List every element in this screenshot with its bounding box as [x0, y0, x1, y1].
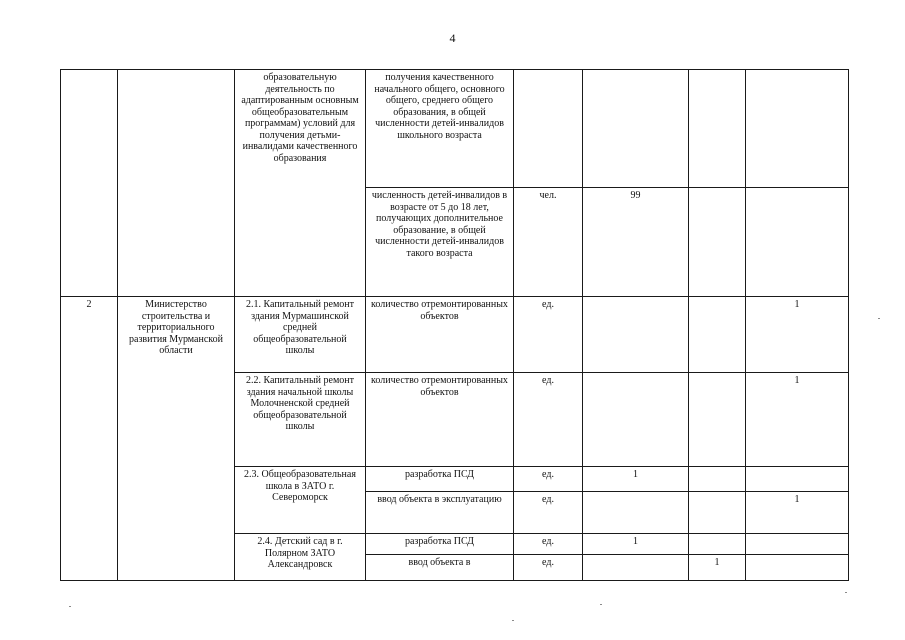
table-row	[61, 70, 849, 188]
value-cell: 99	[583, 188, 689, 297]
value-cell	[583, 70, 689, 188]
table-row	[61, 297, 849, 373]
indicator-cell: разработка ПСД	[366, 534, 514, 555]
unit-cell: ед.	[514, 467, 583, 492]
value-cell: 1	[746, 373, 849, 467]
value-cell: 1	[583, 534, 689, 555]
value-cell	[583, 373, 689, 467]
indicator-cell: количество отремонтированных объектов	[366, 297, 514, 373]
value-cell	[689, 188, 746, 297]
executor-cell	[118, 70, 235, 297]
unit-cell: ед.	[514, 492, 583, 534]
value-cell: 1	[583, 467, 689, 492]
measure-cell: 2.3. Общеобразовательная школа в ЗАТО г. Североморск	[235, 467, 366, 534]
executor-cell: Министерство строительства и территориального развития Мурманской области	[118, 297, 235, 581]
indicator-cell: ввод объекта в	[366, 555, 514, 581]
value-cell	[583, 297, 689, 373]
page-number: 4	[449, 31, 456, 45]
value-cell: 1	[689, 555, 746, 581]
scan-speck	[878, 318, 880, 319]
measure-cell: 2.1. Капитальный ремонт здания Мурмашинской средней общеобразовательной школы	[235, 297, 366, 373]
value-cell	[746, 70, 849, 188]
indicator-cell: получения качественного начального общего, основного общего, среднего общего образования, в общей численности детей-инвалидов школьного возраста	[366, 70, 514, 188]
value-cell	[689, 467, 746, 492]
value-cell: 1	[746, 492, 849, 534]
value-cell	[746, 467, 849, 492]
value-cell	[689, 373, 746, 467]
scan-speck	[512, 620, 514, 621]
indicator-cell: разработка ПСД	[366, 467, 514, 492]
indicator-cell: количество отремонтированных объектов	[366, 373, 514, 467]
measure-cell: 2.4. Детский сад в г. Полярном ЗАТО Александровск	[235, 534, 366, 581]
unit-cell: ед.	[514, 373, 583, 467]
measure-cell: образовательную деятельность по адаптированным основным общеобразовательным программам) условий для получения детьми-инвалидами качественного образования	[235, 70, 366, 297]
scan-speck	[69, 606, 71, 607]
value-cell	[689, 534, 746, 555]
program-measures-table	[60, 69, 849, 581]
value-cell	[689, 492, 746, 534]
value-cell	[746, 534, 849, 555]
row-number-cell: 2	[61, 297, 118, 581]
unit-cell: чел.	[514, 188, 583, 297]
scan-speck	[600, 604, 602, 605]
indicator-cell: ввод объекта в эксплуатацию	[366, 492, 514, 534]
unit-cell	[514, 70, 583, 188]
unit-cell: ед.	[514, 534, 583, 555]
unit-cell: ед.	[514, 297, 583, 373]
value-cell	[583, 555, 689, 581]
indicator-cell: численность детей-инвалидов в возрасте от 5 до 18 лет, получающих дополнительное образование, в общей численности детей-инвалидов такого возраста	[366, 188, 514, 297]
unit-cell: ед.	[514, 555, 583, 581]
row-number-cell	[61, 70, 118, 297]
scan-speck	[845, 592, 847, 593]
value-cell	[746, 555, 849, 581]
value-cell	[689, 297, 746, 373]
value-cell	[746, 188, 849, 297]
value-cell	[583, 492, 689, 534]
value-cell: 1	[746, 297, 849, 373]
measure-cell: 2.2. Капитальный ремонт здания начальной школы Молочненской средней общеобразовательной школы	[235, 373, 366, 467]
value-cell	[689, 70, 746, 188]
